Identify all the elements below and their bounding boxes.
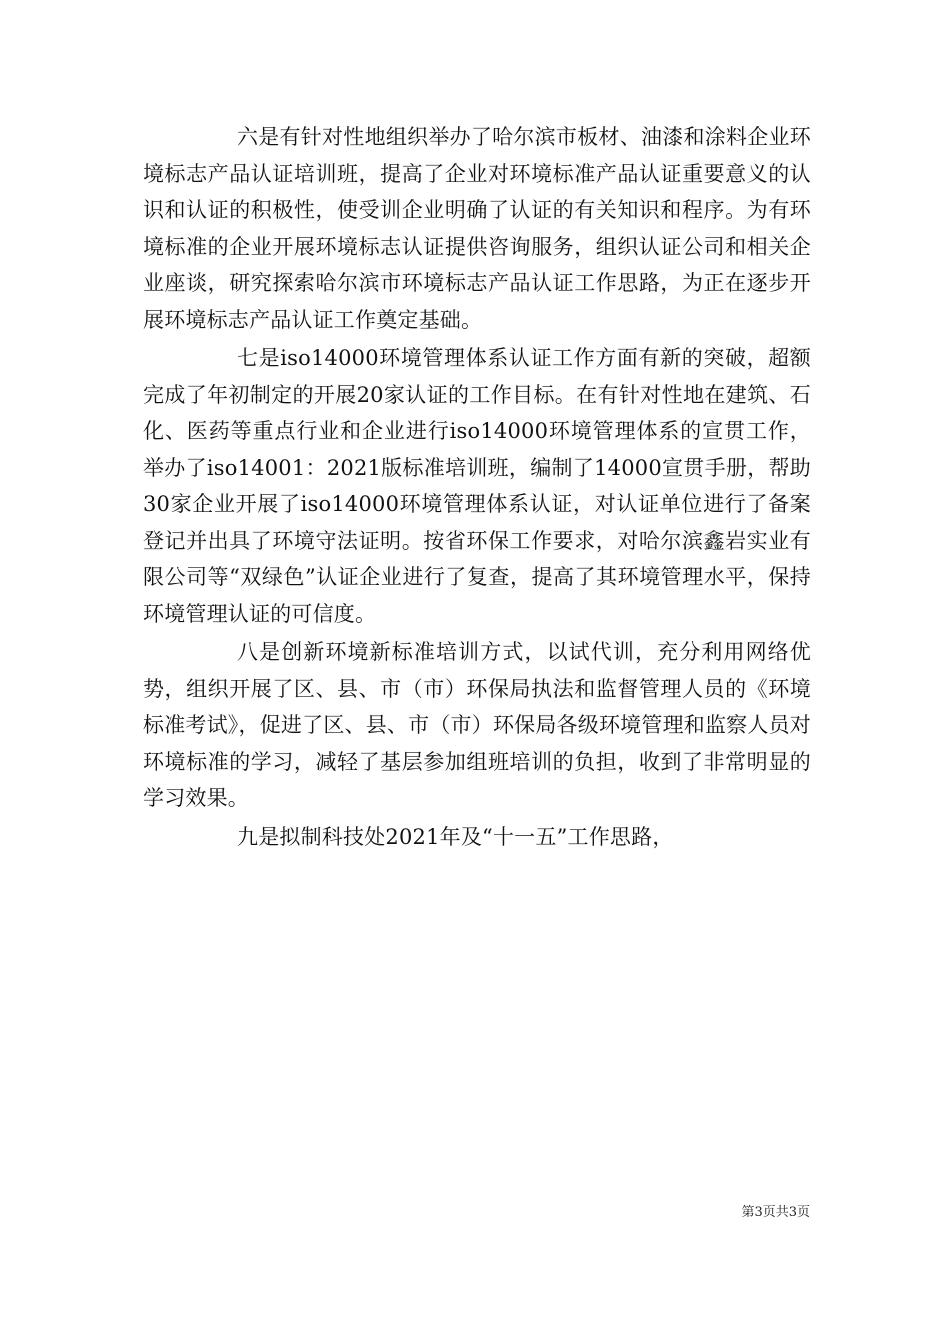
- paragraph-8: 八是创新环境新标准培训方式，以试代训，充分利用网络优势，组织开展了区、县、市（市）环保局执法和监督管理人员的《环境标准考试》，促进了区、县、市（市）环保局各级环境管理和监察人员对环境标准的学习，减轻了基层参加组班培训的负担，收到了非常明显的学习效果。: [143, 640, 811, 810]
- paragraph-7: 七是iso14000环境管理体系认证工作方面有新的突破，超额完成了年初制定的开展20家认证的工作目标。在有针对性地在建筑、石化、医药等重点行业和企业进行iso14000环境管理体系的宣贯工作，举办了iso14001：2021版标准培训班，编制了14000宣贯手册，帮助30家企业开展了iso14000环境管理体系认证，对认证单位进行了备案登记并出具了环境守法证明。按省环保工作要求，对哈尔滨鑫岩实业有限公司等“双绿色”认证企业进行了复查，提高了其环境管理水平，保持环境管理认证的可信度。: [143, 346, 811, 626]
- paragraph-6: 六是有针对性地组织举办了哈尔滨市板材、油漆和涂料企业环境标志产品认证培训班，提高了企业对环境标准产品认证重要意义的认识和认证的积极性，使受训企业明确了认证的有关知识和程序。为有环境标准的企业开展环境标志认证提供咨询服务，组织认证公司和相关企业座谈，研究探索哈尔滨市环境标志产品认证工作思路，为正在逐步开展环境标志产品认证工作奠定基础。: [143, 125, 811, 332]
- page-number: 第3页共3页: [741, 1205, 810, 1220]
- paragraph-9: 九是拟制科技处2021年及“十一五”工作思路，: [237, 824, 674, 849]
- document-body: [143, 119, 811, 855]
